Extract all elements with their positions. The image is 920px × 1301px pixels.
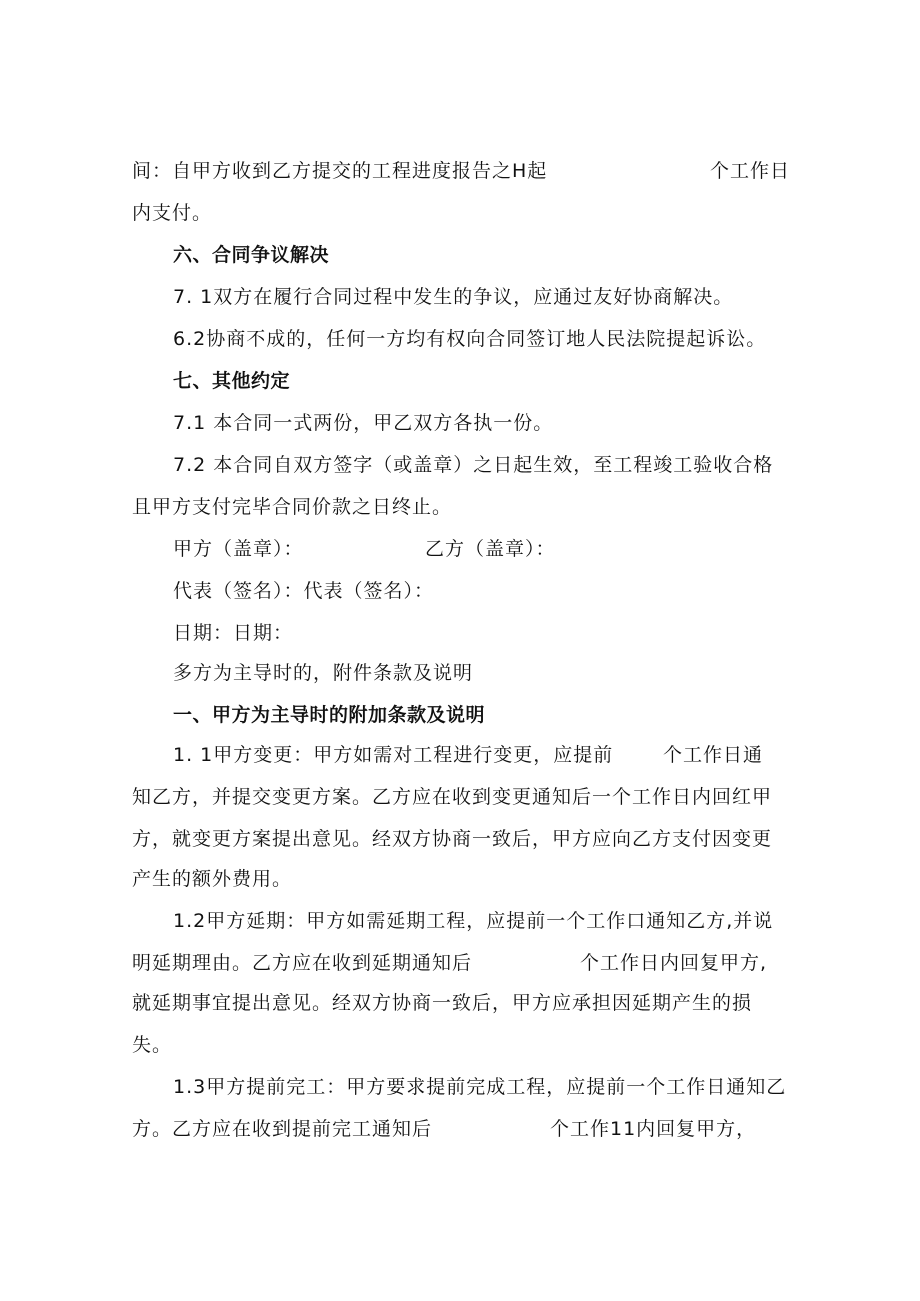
item-1-2-line-2-start: 明延期理由。乙方应在收到延期通知后 (132, 952, 473, 974)
item-1-3-line-2-start: 方。乙方应在收到提前完工通知后 (132, 1118, 433, 1140)
section-6-heading: 六、合同争议解决 (173, 244, 330, 266)
clause-7-2-line-2: 且甲方支付完毕合同价款之日终止。 (132, 496, 453, 518)
appendix-heading-1: 一、甲方为主导时的附加条款及说明 (173, 704, 486, 726)
payment-line-start: 间：自甲方收到乙方提交的工程进度报告之H起 (132, 160, 548, 182)
item-1-1-line-1-start: 1. 1甲方变更：甲方如需对工程进行变更，应提前 (173, 744, 614, 766)
payment-line-end: 个工作日 (710, 160, 791, 182)
clause-7-1: 7.1 本合同一式两份，甲乙双方各执一份。 (173, 412, 554, 434)
item-1-2-line-1: 1.2甲方延期：甲方如需延期工程，应提前一个工作口通知乙方,并说 (173, 910, 774, 932)
payment-line-2: 内支付。 (132, 202, 213, 224)
item-1-1-line-2: 知乙方，并提交变更方案。乙方应在收到变更通知后一个工作日内回红甲 (132, 786, 773, 808)
item-1-1-line-3: 方，就变更方案提出意见。经双方协商一致后，甲方应向乙方支付因变更 (132, 828, 773, 850)
item-1-3-line-1: 1.3甲方提前完工：甲方要求提前完成工程，应提前一个工作日通知乙 (173, 1076, 787, 1098)
date-labels: 日期：日期： (173, 622, 294, 644)
clause-6-2: 6.2协商不成的，任何一方均有权向合同签订地人民法院提起诉讼。 (173, 328, 767, 350)
item-1-2-line-3: 就延期事宜提出意见。经双方协商一致后，甲方应承担因延期产生的损 (132, 992, 753, 1014)
item-1-2-line-4: 失。 (132, 1034, 173, 1056)
appendix-title: 多方为主导时的，附件条款及说明 (173, 662, 474, 684)
clause-7-2-line-1: 7.2 本合同自双方签字（或盖章）之日起生效，至工程竣工验收合格 (173, 454, 774, 476)
item-1-1-line-1-end: 个工作日通 (663, 744, 764, 766)
party-b-seal-label: 乙方（盖章）： (425, 538, 556, 560)
clause-6-1: 7. 1双方在履行合同过程中发生的争议，应通过友好协商解决。 (173, 286, 734, 308)
representative-signature-labels: 代表（签名）：代表（签名）： (173, 580, 435, 602)
item-1-2-line-2-end: 个工作日内回复甲方, (580, 952, 768, 974)
item-1-1-line-4: 产生的额外费用。 (132, 868, 293, 890)
item-1-3-line-2-end: 个工作11内回复甲方， (550, 1118, 757, 1140)
section-7-heading: 七、其他约定 (173, 370, 291, 392)
party-a-seal-label: 甲方（盖章）： (173, 538, 304, 560)
